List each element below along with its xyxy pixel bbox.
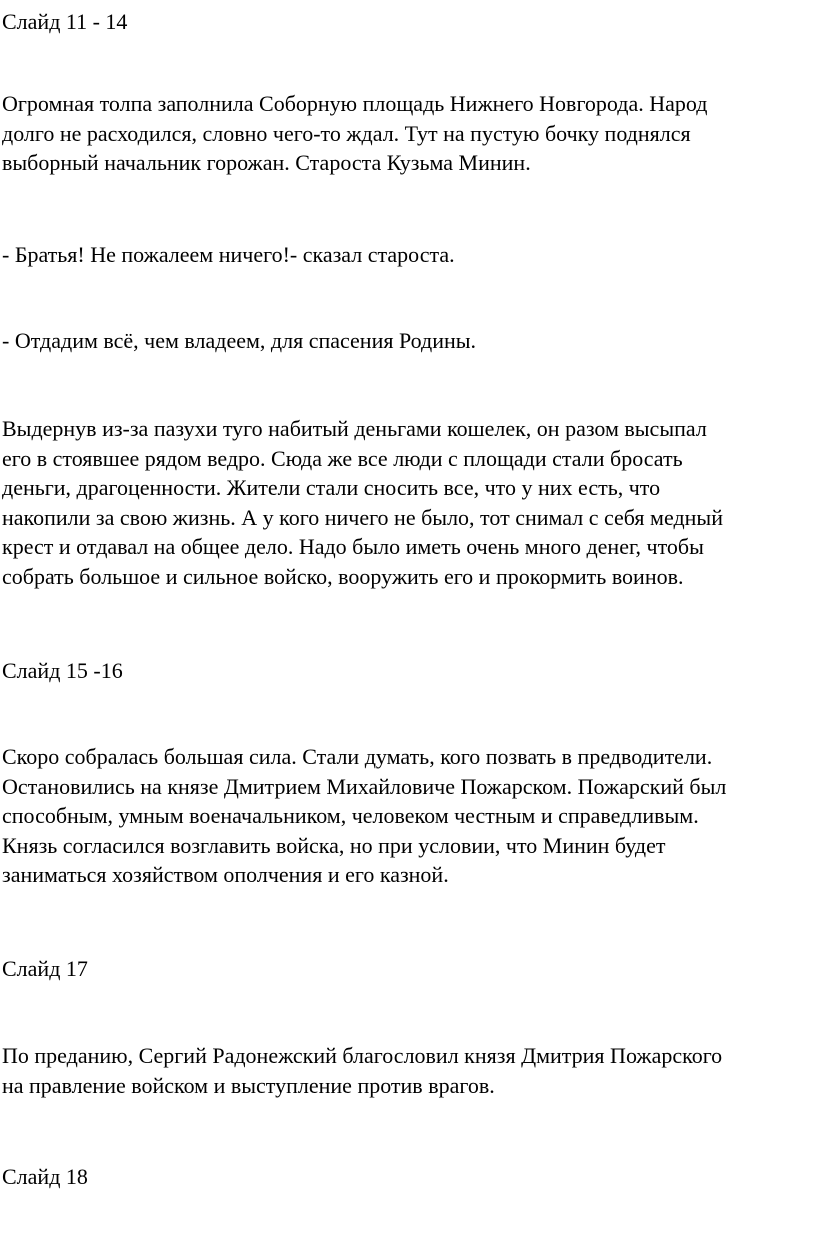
text-line: долго не расходился, словно чего-то ждал. Тут на пустую бочку поднялся	[2, 120, 691, 146]
slide-heading-17	[2, 954, 808, 984]
text-line: Князь согласился возглавить войска, но при условии, что Минин будет	[2, 832, 666, 858]
text-line: собрать большое и сильное войско, вооружить его и прокормить воинов.	[2, 563, 684, 589]
text-line: - Братья! Не пожалеем ничего!- сказал староста.	[2, 242, 455, 267]
text-line: По преданию, Сергий Радонежский благословил князя Дмитрия Пожарского	[2, 1043, 723, 1068]
text-line: Слайд 17	[2, 956, 88, 981]
text-line: крест и отдавал на общее дело. Надо было иметь очень много денег, чтобы	[2, 534, 704, 559]
paragraph-crowd	[2, 89, 808, 178]
text-line: Выдернув из-за пазухи туго набитый деньгами кошелек, он разом высыпал	[2, 416, 707, 441]
slide-heading-18	[2, 1162, 808, 1192]
text-line: выборный начальник горожан. Староста Кузьма Минин.	[2, 150, 531, 175]
text-line: его в стоявшее рядом ведро. Сюда же все люди с площади стали бросать	[2, 445, 683, 471]
text-line: Слайд 11 - 14	[2, 9, 128, 34]
slide-heading-15-16	[2, 656, 808, 686]
paragraph-brothers-quote	[2, 240, 808, 270]
text-line: заниматься хозяйством ополчения и его казной.	[2, 862, 449, 887]
text-line: способным, умным военачальником, человеком честным и справедливым.	[2, 803, 699, 828]
text-line: Огромная толпа заполнила Соборную площадь Нижнего Новгорода. Народ	[2, 91, 708, 116]
paragraph-give-all-quote	[2, 326, 808, 356]
text-line: Остановились на князе Дмитрием Михайловиче Пожарском. Пожарский был	[2, 773, 727, 799]
slide-heading-11-14	[2, 7, 808, 37]
paragraph-blessing	[2, 1041, 808, 1100]
paragraph-wallet	[2, 414, 808, 591]
text-line: Скоро собралась большая сила. Стали думать, кого позвать в предводители.	[2, 744, 713, 769]
text-line: на правление войском и выступление против врагов.	[2, 1072, 495, 1098]
paragraph-pozharsky	[2, 742, 808, 890]
text-line: накопили за свою жизнь. А у кого ничего не было, тот снимал с себя медный	[2, 504, 723, 530]
text-line: Слайд 18	[2, 1164, 88, 1189]
text-line: деньги, драгоценности. Жители стали сносить все, что у них есть, что	[2, 475, 661, 500]
text-line: - Отдадим всё, чем владеем, для спасения Родины.	[2, 328, 477, 353]
text-line: Слайд 15 -16	[2, 658, 123, 683]
